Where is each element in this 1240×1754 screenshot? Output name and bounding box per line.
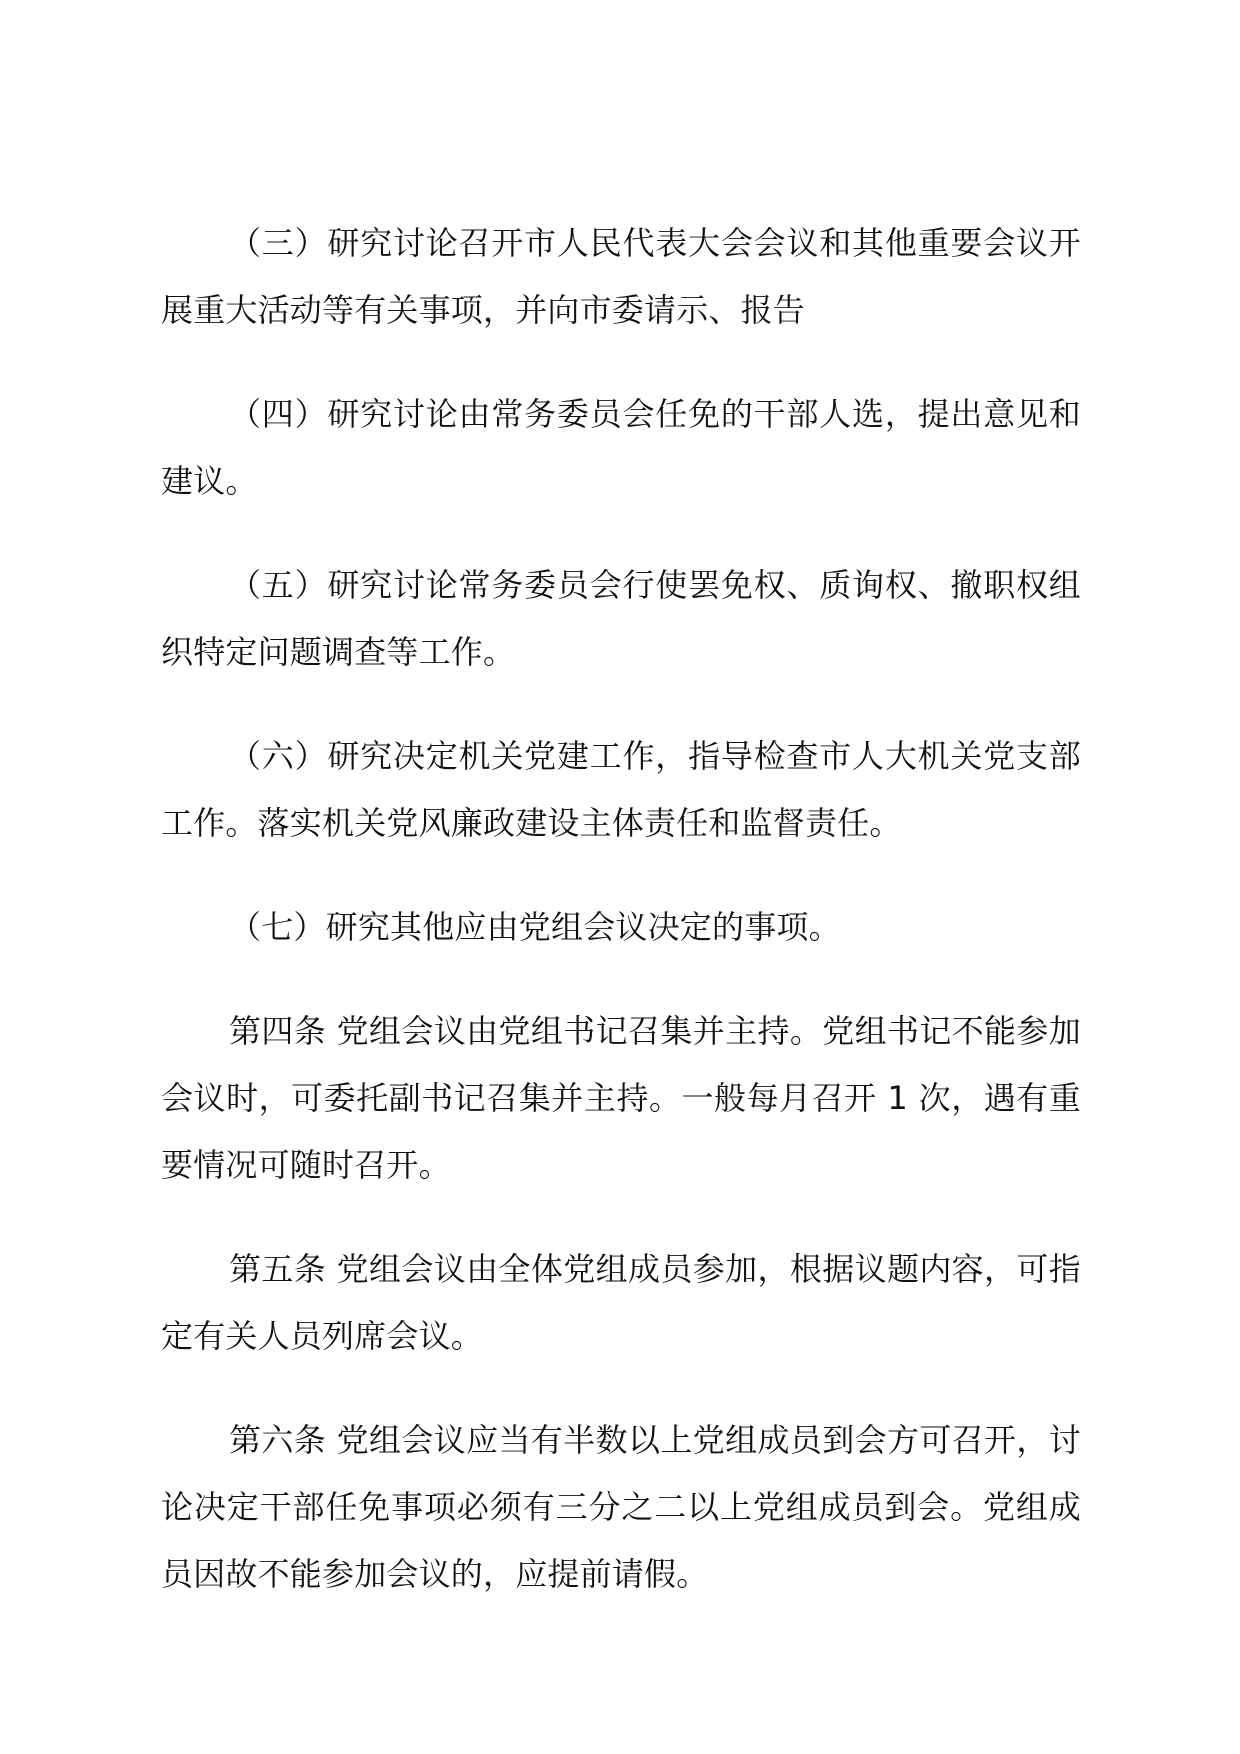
paragraph-item-6: （六）研究决定机关党建工作，指导检查市人大机关党支部工作。落实机关党风廉政建设主体责任和监督责任。 (161, 737, 1081, 842)
paragraph-item-7: （七）研究其他应由党组会议决定的事项。 (229, 908, 841, 946)
document-body (161, 210, 1081, 1645)
paragraph-item-3: （三）研究讨论召开市人民代表大会会议和其他重要会议开展重大活动等有关事项，并向市委请示、报告 (161, 224, 1081, 329)
paragraph-article-4: 第四条 党组会议由党组书记召集并主持。党组书记不能参加会议时，可委托副书记召集并主持。一般每月召开 1 次，遇有重要情况可随时召开。 (161, 1012, 1081, 1184)
paragraph-article-5: 第五条 党组会议由全体党组成员参加，根据议题内容，可指定有关人员列席会议。 (161, 1250, 1081, 1355)
paragraph-item-4: （四）研究讨论由常务委员会任免的干部人选，提出意见和建议。 (161, 395, 1081, 500)
paragraph-item-5: （五）研究讨论常务委员会行使罢免权、质询权、撤职权组织特定问题调查等工作。 (161, 566, 1081, 671)
paragraph-article-6: 第六条 党组会议应当有半数以上党组成员到会方可召开，讨论决定干部任免事项必须有三分之二以上党组成员到会。党组成员因故不能参加会议的，应提前请假。 (161, 1421, 1081, 1593)
